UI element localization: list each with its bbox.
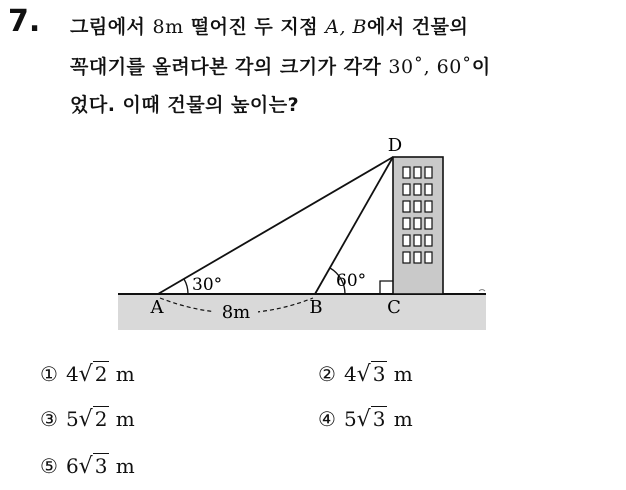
- radical: √ 2: [78, 407, 108, 432]
- building-window: [414, 252, 421, 263]
- ground-mark: [479, 290, 485, 292]
- radical: √ 2: [78, 362, 108, 387]
- building-window: [425, 235, 432, 246]
- choice-1[interactable]: ① 4√ 2 m: [40, 362, 135, 387]
- choice-3[interactable]: ③ 5√ 2 m: [40, 407, 135, 432]
- label-c: C: [387, 297, 401, 318]
- question-line-1: 그림에서 8m 떨어진 두 지점 A, B에서 건물의: [70, 16, 469, 38]
- angle-label-b: 60°: [336, 271, 367, 291]
- building-window: [425, 252, 432, 263]
- distance-label: 8m: [221, 302, 251, 323]
- radical: √ 3: [356, 362, 386, 387]
- question-line-2: 꼭대기를 올려다본 각의 크기가 각각 30˚, 60˚이: [70, 56, 491, 78]
- label-b: B: [309, 297, 323, 318]
- building-window: [425, 167, 432, 178]
- building-window: [414, 201, 421, 212]
- angle-label-a: 30°: [192, 275, 223, 295]
- choice-2[interactable]: ② 4√ 3 m: [318, 362, 413, 387]
- ground: [118, 294, 486, 330]
- question-line-3: 었다. 이때 건물의 높이는?: [70, 94, 300, 116]
- building-window: [403, 201, 410, 212]
- choice-5[interactable]: ⑤ 6√ 3 m: [40, 454, 135, 479]
- building-window: [425, 184, 432, 195]
- building-window: [403, 235, 410, 246]
- building-window: [425, 201, 432, 212]
- radical: √ 3: [356, 407, 386, 432]
- right-angle-mark: [380, 281, 393, 294]
- choice-4[interactable]: ④ 5√ 3 m: [318, 407, 413, 432]
- building-window: [414, 167, 421, 178]
- angle-arc-a: [184, 279, 188, 294]
- question-number: 7.: [8, 4, 41, 39]
- building-window: [403, 167, 410, 178]
- building-window: [425, 218, 432, 229]
- building-window: [414, 184, 421, 195]
- building-window: [403, 252, 410, 263]
- building-window: [414, 218, 421, 229]
- building-window: [403, 184, 410, 195]
- label-d: D: [387, 135, 403, 156]
- radical: √ 3: [78, 454, 108, 479]
- building-window: [403, 218, 410, 229]
- building-window: [414, 235, 421, 246]
- label-a: A: [150, 297, 164, 318]
